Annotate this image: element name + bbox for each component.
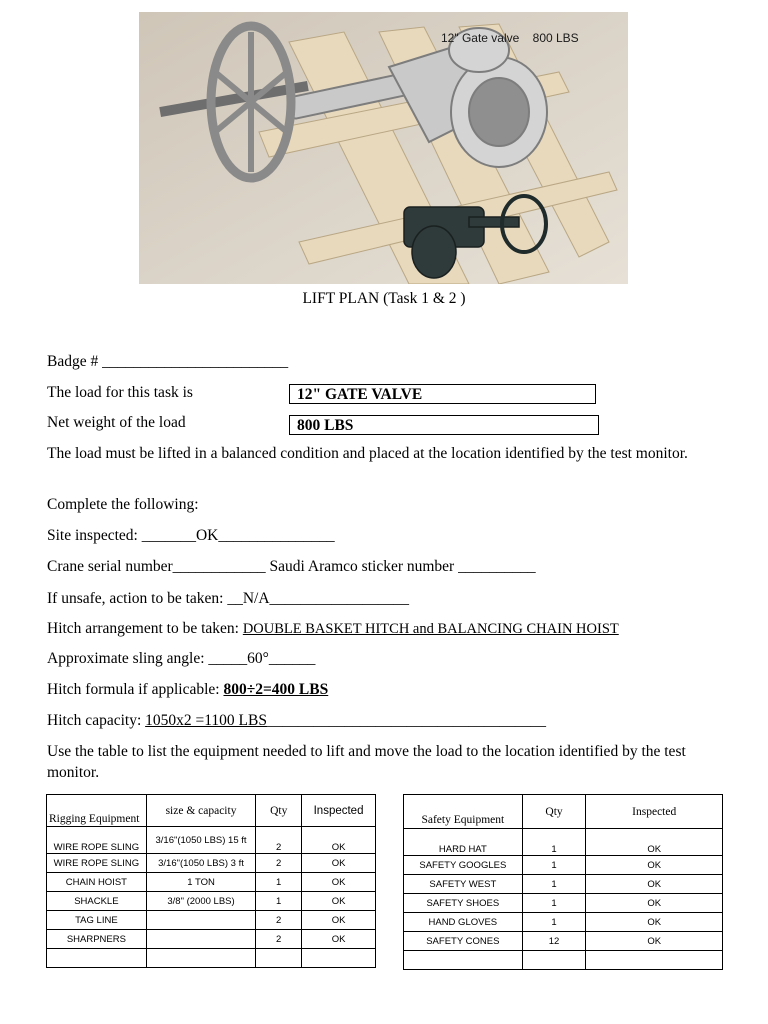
badge-line: Badge # ________________________ — [47, 353, 289, 370]
gate-valve-illustration — [139, 12, 628, 284]
hitch-capacity-tail: ____________________________________ — [266, 712, 546, 729]
safety-cell: 1 — [522, 894, 586, 913]
table-row — [404, 932, 723, 951]
rigging-header-inspected: Inspected — [302, 795, 376, 827]
rigging-cell: 1 — [256, 873, 302, 892]
rigging-cell: 3/16"(1050 LBS) 15 ft — [146, 827, 256, 854]
rigging-header-equipment: Rigging Equipment — [47, 795, 147, 827]
safety-cell — [586, 951, 723, 970]
safety-equipment-table — [403, 794, 723, 970]
rigging-cell: SHACKLE — [47, 892, 147, 911]
table-row — [47, 911, 376, 930]
safety-header-qty: Qty — [522, 795, 586, 829]
hitch-formula-line — [47, 680, 328, 700]
crane-serial-line: Crane serial number____________ Saudi Aramco sticker number __________ — [47, 558, 536, 575]
rigging-cell: OK — [302, 854, 376, 873]
rigging-cell: 2 — [256, 854, 302, 873]
safety-cell: OK — [586, 829, 723, 856]
rigging-cell: OK — [302, 873, 376, 892]
hitch-arrangement-line — [47, 619, 619, 639]
hitch-formula-label: Hitch formula if applicable: — [47, 681, 224, 698]
table-row — [404, 951, 723, 970]
hitch-formula-value: 800÷2=400 LBS — [223, 681, 329, 698]
table-row — [404, 829, 723, 856]
safety-cell: OK — [586, 913, 723, 932]
rigging-cell — [47, 949, 147, 968]
rigging-cell: SHARPNERS — [47, 930, 147, 949]
table-row — [47, 854, 376, 873]
rigging-cell: 3/16"(1050 LBS) 3 ft — [146, 854, 256, 873]
safety-header-equipment: Safety Equipment — [404, 795, 523, 829]
rigging-cell: TAG LINE — [47, 911, 147, 930]
table-row — [404, 875, 723, 894]
load-label: The load for this task is — [47, 384, 193, 401]
table-row — [47, 827, 376, 854]
hitch-capacity-value: 1050x2 =1100 LBS — [145, 712, 267, 729]
hitch-arrangement-label: Hitch arrangement to be taken: — [47, 620, 243, 637]
safety-cell — [404, 951, 523, 970]
rigging-cell: WIRE ROPE SLING — [47, 827, 147, 854]
rigging-equipment-table — [46, 794, 376, 968]
safety-cell: 12 — [522, 932, 586, 951]
safety-cell: OK — [586, 894, 723, 913]
safety-cell: HARD HAT — [404, 829, 523, 856]
rigging-cell: CHAIN HOIST — [47, 873, 147, 892]
complete-label: Complete the following: — [47, 496, 199, 513]
table-row — [404, 894, 723, 913]
rigging-cell: OK — [302, 892, 376, 911]
table-row — [47, 892, 376, 911]
table-row — [404, 913, 723, 932]
rigging-cell — [302, 949, 376, 968]
weight-label: Net weight of the load — [47, 414, 186, 431]
rigging-cell: 2 — [256, 827, 302, 854]
hitch-capacity-label: Hitch capacity: — [47, 712, 146, 729]
rigging-header-row — [47, 795, 376, 827]
safety-cell: SAFETY GOOGLES — [404, 856, 523, 875]
weight-value-field[interactable]: 800 LBS — [289, 415, 599, 435]
rigging-cell: 1 — [256, 892, 302, 911]
rigging-cell: 2 — [256, 911, 302, 930]
table-row — [47, 873, 376, 892]
rigging-header-qty: Qty — [256, 795, 302, 827]
hitch-arrangement-value: DOUBLE BASKET HITCH and BALANCING CHAIN HOIST — [242, 621, 619, 637]
rigging-cell: OK — [302, 827, 376, 854]
safety-header-inspected: Inspected — [586, 795, 723, 829]
rigging-cell: 1 TON — [146, 873, 256, 892]
safety-cell: SAFETY CONES — [404, 932, 523, 951]
site-inspected-line: Site inspected: _______OK_______________ — [47, 527, 335, 544]
rigging-cell — [256, 949, 302, 968]
rigging-cell: 2 — [256, 930, 302, 949]
rigging-cell — [146, 930, 256, 949]
safety-cell: OK — [586, 875, 723, 894]
rigging-cell: OK — [302, 930, 376, 949]
photo-caption: 12" Gate valve 800 LBS — [441, 31, 579, 45]
safety-cell: SAFETY WEST — [404, 875, 523, 894]
safety-cell: HAND GLOVES — [404, 913, 523, 932]
safety-cell: OK — [586, 856, 723, 875]
table-row — [47, 949, 376, 968]
gate-valve-photo — [139, 12, 628, 284]
hitch-capacity-line — [47, 711, 546, 731]
sling-angle-line: Approximate sling angle: _____60°______ — [47, 650, 316, 667]
rigging-cell — [146, 949, 256, 968]
safety-cell: 1 — [522, 913, 586, 932]
instruction-text: The load must be lifted in a balanced condition and placed at the location identified by the test monitor. — [47, 445, 688, 462]
safety-cell: 1 — [522, 829, 586, 856]
safety-header-row — [404, 795, 723, 829]
rigging-cell: OK — [302, 911, 376, 930]
safety-cell — [522, 951, 586, 970]
rigging-cell: 3/8" (2000 LBS) — [146, 892, 256, 911]
rigging-cell: WIRE ROPE SLING — [47, 854, 147, 873]
rigging-cell — [146, 911, 256, 930]
unsafe-action-line: If unsafe, action to be taken: __N/A__________________ — [47, 590, 410, 607]
table-intro-text: Use the table to list the equipment needed to lift and move the load to the location identified by the test monitor. — [47, 743, 686, 781]
load-value-field[interactable]: 12" GATE VALVE — [289, 384, 596, 404]
safety-cell: OK — [586, 932, 723, 951]
table-row — [47, 930, 376, 949]
safety-cell: 1 — [522, 856, 586, 875]
page-title: LIFT PLAN (Task 1 & 2 ) — [302, 290, 466, 307]
safety-cell: 1 — [522, 875, 586, 894]
rigging-header-size: size & capacity — [146, 795, 256, 827]
safety-cell: SAFETY SHOES — [404, 894, 523, 913]
table-row — [404, 856, 723, 875]
